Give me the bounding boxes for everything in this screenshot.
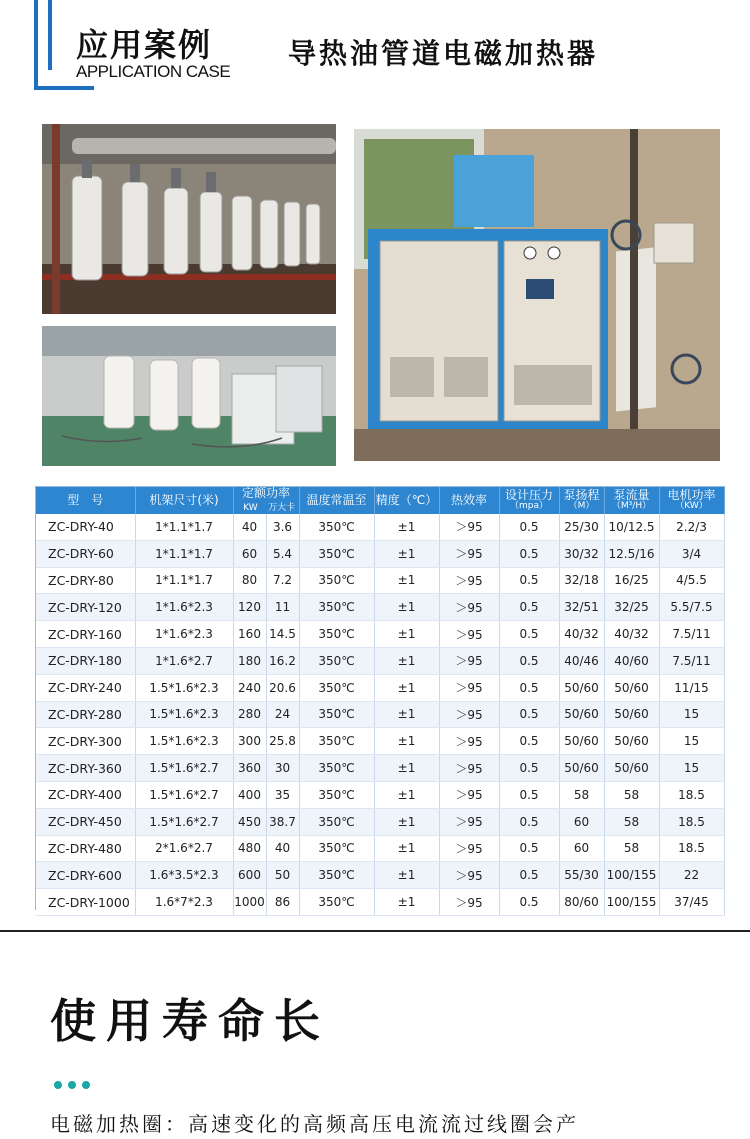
table-row <box>36 889 724 916</box>
cell-kcal: 25.8 <box>266 728 299 755</box>
cell-kcal: 86 <box>266 889 299 916</box>
cell-kw: 240 <box>233 674 266 701</box>
table-row <box>36 862 724 889</box>
cell-kw: 600 <box>233 862 266 889</box>
spec-table <box>35 486 725 910</box>
cell-motor: 18.5 <box>659 835 724 862</box>
cell-kcal: 20.6 <box>266 674 299 701</box>
cell-flow: 50/60 <box>604 728 659 755</box>
cell-head: 32/18 <box>559 567 604 594</box>
table-row <box>36 567 724 594</box>
cell-kcal: 24 <box>266 701 299 728</box>
cell-pressure: 0.5 <box>499 540 559 567</box>
header-temp: 温度常温至 <box>299 487 374 514</box>
workshop-illustration <box>42 326 336 466</box>
cell-model: ZC-DRY-300 <box>36 728 135 755</box>
cell-precision: ±1 <box>374 835 439 862</box>
cell-motor: 4/5.5 <box>659 567 724 594</box>
cell-flow: 100/155 <box>604 889 659 916</box>
cell-motor: 18.5 <box>659 781 724 808</box>
cell-temp: 350℃ <box>299 647 374 674</box>
cell-head: 30/32 <box>559 540 604 567</box>
cell-size: 1.6*7*2.3 <box>135 889 233 916</box>
cell-motor: 18.5 <box>659 808 724 835</box>
cell-pressure: 0.5 <box>499 755 559 782</box>
cell-motor: 5.5/7.5 <box>659 594 724 621</box>
cell-kw: 300 <box>233 728 266 755</box>
cell-kw: 450 <box>233 808 266 835</box>
cell-size: 1*1.1*1.7 <box>135 514 233 540</box>
cell-motor: 7.5/11 <box>659 647 724 674</box>
table-row <box>36 808 724 835</box>
cell-eff: ＞95 <box>439 621 499 648</box>
cell-model: ZC-DRY-360 <box>36 755 135 782</box>
cell-pressure: 0.5 <box>499 781 559 808</box>
cell-temp: 350℃ <box>299 594 374 621</box>
cell-head: 50/60 <box>559 728 604 755</box>
section-divider <box>0 930 750 932</box>
cell-flow: 58 <box>604 808 659 835</box>
cell-model: ZC-DRY-400 <box>36 781 135 808</box>
header-size: 机架尺寸(米) <box>135 487 233 514</box>
cell-eff: ＞95 <box>439 701 499 728</box>
cell-model: ZC-DRY-180 <box>36 647 135 674</box>
cell-eff: ＞95 <box>439 728 499 755</box>
cell-head: 60 <box>559 808 604 835</box>
cell-motor: 15 <box>659 755 724 782</box>
cell-motor: 15 <box>659 728 724 755</box>
cell-head: 80/60 <box>559 889 604 916</box>
cell-size: 1*1.6*2.3 <box>135 594 233 621</box>
section-title-cn: 应用案例 <box>76 26 213 64</box>
header-pressure: 设计压力 （mpa） <box>499 487 559 514</box>
cell-eff: ＞95 <box>439 889 499 916</box>
cell-precision: ±1 <box>374 862 439 889</box>
cell-flow: 40/60 <box>604 647 659 674</box>
cell-size: 1.5*1.6*2.3 <box>135 728 233 755</box>
cell-pressure: 0.5 <box>499 621 559 648</box>
cell-temp: 350℃ <box>299 540 374 567</box>
cell-pressure: 0.5 <box>499 808 559 835</box>
photo-heater-cabinet <box>354 129 720 461</box>
header-pump-flow: 泵流量 （M³/H） <box>604 487 659 514</box>
photo-workshop-heaters <box>42 326 336 466</box>
cell-kcal: 38.7 <box>266 808 299 835</box>
cell-pressure: 0.5 <box>499 567 559 594</box>
cell-flow: 50/60 <box>604 755 659 782</box>
cell-kw: 480 <box>233 835 266 862</box>
cell-kcal: 40 <box>266 835 299 862</box>
cell-eff: ＞95 <box>439 674 499 701</box>
cell-head: 40/32 <box>559 621 604 648</box>
cell-kw: 1000 <box>233 889 266 916</box>
cell-pressure: 0.5 <box>499 728 559 755</box>
cell-model: ZC-DRY-80 <box>36 567 135 594</box>
cell-head: 58 <box>559 781 604 808</box>
cell-temp: 350℃ <box>299 674 374 701</box>
table-row <box>36 594 724 621</box>
cell-size: 2*1.6*2.7 <box>135 835 233 862</box>
cell-eff: ＞95 <box>439 567 499 594</box>
cell-size: 1*1.6*2.7 <box>135 647 233 674</box>
cell-size: 1*1.1*1.7 <box>135 567 233 594</box>
cell-head: 55/30 <box>559 862 604 889</box>
cell-head: 32/51 <box>559 594 604 621</box>
cell-precision: ±1 <box>374 540 439 567</box>
cell-size: 1*1.1*1.7 <box>135 540 233 567</box>
photo-pipeline-installation <box>42 124 336 314</box>
cell-kcal: 7.2 <box>266 567 299 594</box>
section-body-text: 电磁加热圈：高速变化的高频高压电流流过线圈会产 <box>50 1112 579 1136</box>
section-title-en: APPLICATION CASE <box>76 62 231 81</box>
cell-flow: 58 <box>604 835 659 862</box>
cell-model: ZC-DRY-60 <box>36 540 135 567</box>
cell-eff: ＞95 <box>439 808 499 835</box>
header-efficiency: 热效率 <box>439 487 499 514</box>
cell-temp: 350℃ <box>299 835 374 862</box>
cell-motor: 37/45 <box>659 889 724 916</box>
cell-flow: 32/25 <box>604 594 659 621</box>
header-bar-decoration <box>48 0 52 70</box>
cell-flow: 16/25 <box>604 567 659 594</box>
cell-precision: ±1 <box>374 647 439 674</box>
cell-precision: ±1 <box>374 701 439 728</box>
cell-flow: 100/155 <box>604 862 659 889</box>
cell-pressure: 0.5 <box>499 835 559 862</box>
header-power: 定额功率 KW 万大卡 <box>233 487 299 514</box>
cell-pressure: 0.5 <box>499 514 559 540</box>
header-motor: 电机功率 （KW） <box>659 487 724 514</box>
cell-size: 1.5*1.6*2.3 <box>135 674 233 701</box>
cell-flow: 10/12.5 <box>604 514 659 540</box>
header-model: 型 号 <box>36 487 135 514</box>
cell-motor: 7.5/11 <box>659 621 724 648</box>
cell-precision: ±1 <box>374 594 439 621</box>
cell-temp: 350℃ <box>299 808 374 835</box>
cell-model: ZC-DRY-240 <box>36 674 135 701</box>
cell-temp: 350℃ <box>299 755 374 782</box>
table-row <box>36 755 724 782</box>
cell-flow: 40/32 <box>604 621 659 648</box>
cell-kcal: 30 <box>266 755 299 782</box>
header-pump-head: 泵扬程 （M） <box>559 487 604 514</box>
cell-temp: 350℃ <box>299 862 374 889</box>
cell-pressure: 0.5 <box>499 674 559 701</box>
table-row <box>36 728 724 755</box>
cell-flow: 58 <box>604 781 659 808</box>
heater-cabinet-illustration <box>354 129 720 461</box>
cell-pressure: 0.5 <box>499 889 559 916</box>
cell-head: 25/30 <box>559 514 604 540</box>
cell-precision: ±1 <box>374 755 439 782</box>
cell-motor: 11/15 <box>659 674 724 701</box>
cell-eff: ＞95 <box>439 540 499 567</box>
cell-head: 50/60 <box>559 674 604 701</box>
cell-precision: ±1 <box>374 728 439 755</box>
cell-temp: 350℃ <box>299 567 374 594</box>
cell-model: ZC-DRY-280 <box>36 701 135 728</box>
product-title: 导热油管道电磁加热器 <box>288 37 599 70</box>
decorative-dots <box>54 1074 96 1093</box>
cell-head: 40/46 <box>559 647 604 674</box>
cell-kw: 400 <box>233 781 266 808</box>
cell-pressure: 0.5 <box>499 862 559 889</box>
cell-kw: 360 <box>233 755 266 782</box>
cell-size: 1.5*1.6*2.3 <box>135 701 233 728</box>
cell-precision: ±1 <box>374 889 439 916</box>
table-row <box>36 540 724 567</box>
cell-kcal: 5.4 <box>266 540 299 567</box>
cell-kcal: 3.6 <box>266 514 299 540</box>
cell-size: 1.5*1.6*2.7 <box>135 808 233 835</box>
table-row <box>36 647 724 674</box>
cell-temp: 350℃ <box>299 781 374 808</box>
cell-pressure: 0.5 <box>499 594 559 621</box>
cell-temp: 350℃ <box>299 889 374 916</box>
cell-model: ZC-DRY-120 <box>36 594 135 621</box>
cell-model: ZC-DRY-450 <box>36 808 135 835</box>
cell-model: ZC-DRY-600 <box>36 862 135 889</box>
table-row <box>36 514 724 540</box>
cell-head: 50/60 <box>559 755 604 782</box>
cell-model: ZC-DRY-40 <box>36 514 135 540</box>
cell-flow: 50/60 <box>604 701 659 728</box>
cell-kw: 180 <box>233 647 266 674</box>
cell-precision: ±1 <box>374 621 439 648</box>
cell-motor: 3/4 <box>659 540 724 567</box>
cell-eff: ＞95 <box>439 781 499 808</box>
table-row <box>36 621 724 648</box>
table-header-row <box>36 487 724 514</box>
cell-kw: 120 <box>233 594 266 621</box>
cell-eff: ＞95 <box>439 755 499 782</box>
cell-size: 1.5*1.6*2.7 <box>135 755 233 782</box>
section-heading: 使用寿命长 <box>50 994 330 1048</box>
cell-kcal: 16.2 <box>266 647 299 674</box>
cell-eff: ＞95 <box>439 594 499 621</box>
cell-motor: 22 <box>659 862 724 889</box>
cell-precision: ±1 <box>374 514 439 540</box>
cell-temp: 350℃ <box>299 514 374 540</box>
table-row <box>36 835 724 862</box>
cell-motor: 15 <box>659 701 724 728</box>
cell-eff: ＞95 <box>439 835 499 862</box>
cell-temp: 350℃ <box>299 701 374 728</box>
cell-pressure: 0.5 <box>499 647 559 674</box>
cell-kcal: 11 <box>266 594 299 621</box>
dot-icon <box>54 1081 62 1089</box>
cell-kcal: 35 <box>266 781 299 808</box>
table-row <box>36 781 724 808</box>
cell-flow: 50/60 <box>604 674 659 701</box>
cell-kcal: 14.5 <box>266 621 299 648</box>
cell-temp: 350℃ <box>299 728 374 755</box>
cell-model: ZC-DRY-1000 <box>36 889 135 916</box>
cell-kw: 160 <box>233 621 266 648</box>
cell-model: ZC-DRY-160 <box>36 621 135 648</box>
cell-eff: ＞95 <box>439 647 499 674</box>
cell-temp: 350℃ <box>299 621 374 648</box>
cell-flow: 12.5/16 <box>604 540 659 567</box>
cell-kw: 280 <box>233 701 266 728</box>
cell-size: 1*1.6*2.3 <box>135 621 233 648</box>
cell-kcal: 50 <box>266 862 299 889</box>
cell-size: 1.5*1.6*2.7 <box>135 781 233 808</box>
cell-kw: 40 <box>233 514 266 540</box>
cell-head: 60 <box>559 835 604 862</box>
cell-head: 50/60 <box>559 701 604 728</box>
header-precision: 精度（℃） <box>374 487 439 514</box>
cell-kw: 60 <box>233 540 266 567</box>
cell-precision: ±1 <box>374 674 439 701</box>
cell-pressure: 0.5 <box>499 701 559 728</box>
cell-size: 1.6*3.5*2.3 <box>135 862 233 889</box>
cell-motor: 2.2/3 <box>659 514 724 540</box>
table-row <box>36 674 724 701</box>
dot-icon <box>82 1081 90 1089</box>
cell-model: ZC-DRY-480 <box>36 835 135 862</box>
cell-kw: 80 <box>233 567 266 594</box>
dot-icon <box>68 1081 76 1089</box>
cell-precision: ±1 <box>374 567 439 594</box>
pipeline-illustration <box>42 124 336 314</box>
cell-precision: ±1 <box>374 808 439 835</box>
cell-precision: ±1 <box>374 781 439 808</box>
table-row <box>36 701 724 728</box>
cell-eff: ＞95 <box>439 862 499 889</box>
cell-eff: ＞95 <box>439 514 499 540</box>
